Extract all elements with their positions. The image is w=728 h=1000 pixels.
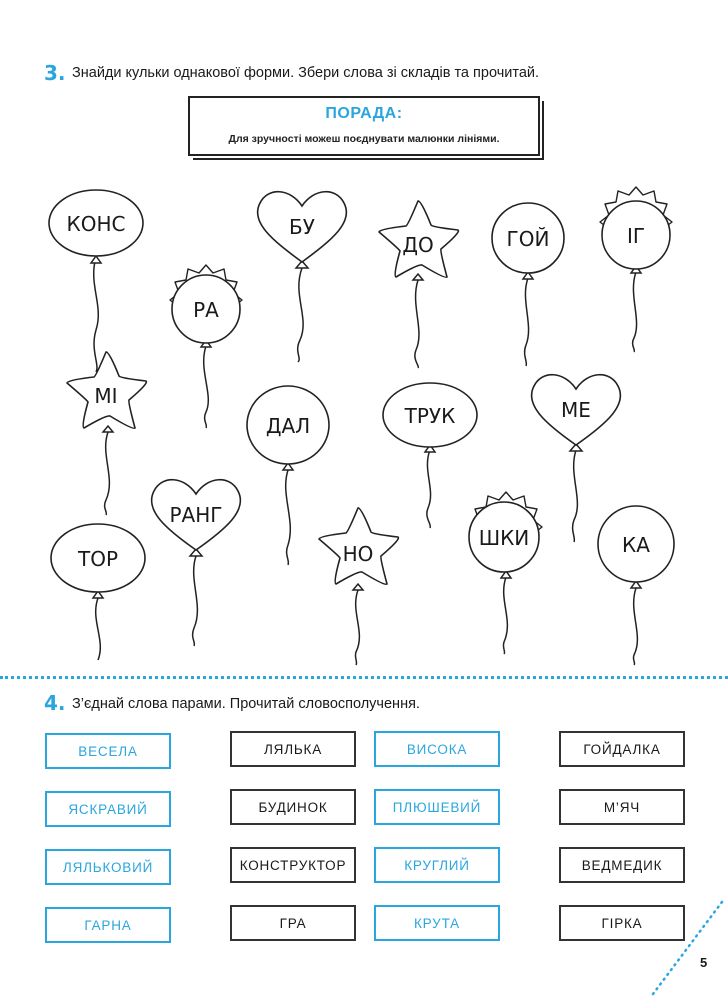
balloon-syllable: ГОЙ [506,227,550,251]
balloon-circle [492,203,564,366]
balloon-circle [49,190,143,372]
balloon-star [319,508,398,665]
word-box-noun[interactable]: М’ЯЧ [559,789,685,825]
balloon-syllable: ДО [402,233,434,257]
task-3-instruction: Знайди кульки однакової форми. Збери слова зі складів та прочитай. [72,65,540,81]
word-box-noun[interactable]: БУДИНОК [230,789,356,825]
balloon-sun [170,265,242,428]
balloon-syllable: ТРУК [404,404,456,428]
word-box-noun[interactable]: ВЕДМЕДИК [559,847,685,883]
balloon-heart [152,480,241,646]
balloon-circle [247,386,329,565]
word-box-noun[interactable]: КОНСТРУКТОР [230,847,356,883]
word-box-adjective[interactable]: ВИСОКА [374,731,500,767]
balloon-syllable: КОНС [66,212,126,236]
balloon-syllable: ІГ [626,224,646,248]
tip-title: ПОРАДА: [325,105,403,122]
balloon-syllable: ДАЛ [265,414,311,438]
word-box-adjective[interactable]: ПЛЮШЕВИЙ [374,789,500,825]
balloon-circle [51,524,145,660]
balloon-syllable: ТОР [77,547,119,571]
task-3-number: 3. [44,61,66,85]
balloon-sun [469,492,542,654]
balloon-heart [258,192,347,362]
balloon-syllable: РА [193,298,219,322]
balloon-syllable: КА [622,533,650,557]
section-divider [0,676,728,679]
balloon-star [67,352,146,515]
page-corner-decoration [640,900,728,1000]
task-4-number: 4. [44,691,66,715]
word-box-noun[interactable]: ГІРКА [559,905,685,941]
balloon-syllable: МІ [94,384,118,408]
word-box-adjective[interactable]: ВЕСЕЛА [45,733,171,769]
balloon-syllable: МЕ [561,398,591,422]
balloon-syllable: НО [342,542,374,566]
word-box-noun[interactable]: ГОЙДАЛКА [559,731,685,767]
balloon-sun [600,187,672,352]
balloon-circle [598,506,674,665]
word-box-adjective[interactable]: КРУТА [374,905,500,941]
word-box-adjective[interactable]: ЛЯЛЬКОВИЙ [45,849,171,885]
balloon-syllable: ШКИ [478,526,530,550]
balloon-heart [532,375,621,542]
balloon-syllable: РАНГ [169,503,223,527]
word-box-noun[interactable]: ГРА [230,905,356,941]
word-box-adjective[interactable]: ГАРНА [45,907,171,943]
tip-text: Для зручності можеш поєднувати малюнки лініями. [228,133,500,145]
balloon-syllable: БУ [289,215,315,239]
balloon-circle [383,383,477,528]
task-4-instruction: З’єднай слова парами. Прочитай словосполучення. [72,696,420,712]
balloon-star [379,201,458,368]
word-box-adjective[interactable]: ЯСКРАВИЙ [45,791,171,827]
word-box-noun[interactable]: ЛЯЛЬКА [230,731,356,767]
page-number: 5 [700,955,708,970]
word-box-adjective[interactable]: КРУГЛИЙ [374,847,500,883]
